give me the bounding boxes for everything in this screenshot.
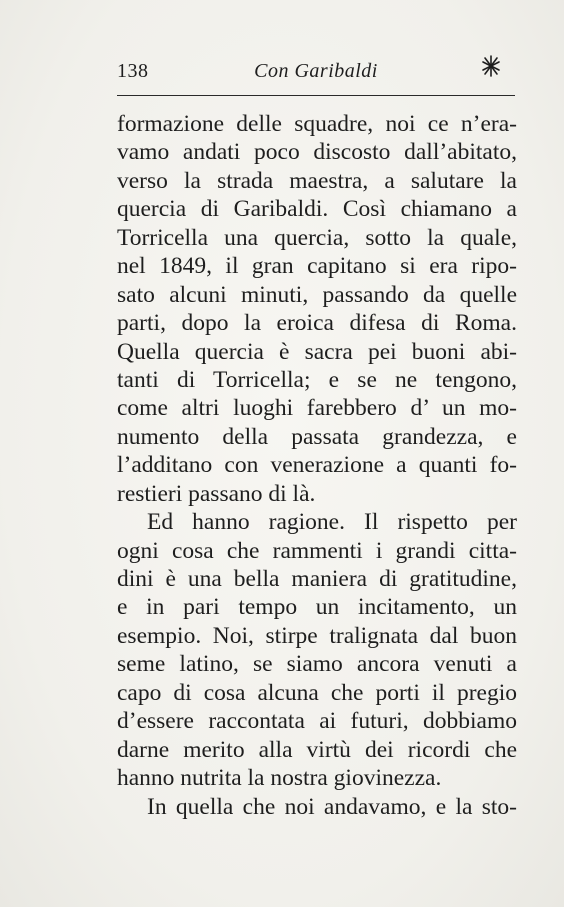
text-line: Ed hanno ragione. Il rispetto per <box>147 509 517 536</box>
text-line: restieri passano di là. <box>117 480 316 507</box>
text-line: esempio. Noi, stirpe tralignata dal buon <box>117 622 517 649</box>
text-line: hanno nutrita la nostra giovinezza. <box>117 765 442 792</box>
header-rule <box>117 95 515 96</box>
text-line: l’additano con venerazione a quanti fo- <box>117 452 517 479</box>
text-line: vamo andati poco discosto dall’abitato, <box>117 139 517 166</box>
text-line: d’essere raccontata ai futuri, dobbiamo <box>117 708 517 735</box>
text-line: ogni cosa che rammenti i grandi citta- <box>117 537 517 564</box>
text-line: quercia di Garibaldi. Così chiamano a <box>117 196 517 223</box>
text-line: parti, dopo la eroica difesa di Roma. <box>117 310 517 337</box>
text-line: seme latino, se siamo ancora venuti a <box>117 651 517 678</box>
text-line: capo di cosa alcuna che porti il pregio <box>117 679 517 706</box>
text-line: In quella che noi andavamo, e la sto- <box>147 793 517 820</box>
text-line: dini è una bella maniera di gratitudine, <box>117 566 517 592</box>
page-number: 138 <box>117 60 149 82</box>
asterism-ornament-icon <box>481 54 501 78</box>
text-line: formazione delle squadre, noi ce n’era- <box>117 111 517 137</box>
text-line: sato alcuni minuti, passando da quelle <box>117 281 517 308</box>
text-line: darne merito alla virtù dei ricordi che <box>117 736 517 763</box>
text-line: Quella quercia è sacra pei buoni abi- <box>117 338 517 365</box>
text-line: come altri luoghi farebbero d’ un mo- <box>117 395 517 422</box>
text-line: tanti di Torricella; e se ne tengono, <box>117 366 517 393</box>
text-line: numento della passata grandezza, e <box>117 423 517 450</box>
page-header <box>117 60 515 90</box>
text-line: nel 1849, il gran capitano si era ripo- <box>117 253 517 280</box>
body-text <box>117 110 517 821</box>
text-line: e in pari tempo un incitamento, un <box>117 594 517 621</box>
running-title: Con Garibaldi <box>254 60 378 82</box>
text-line: Torricella una quercia, sotto la quale, <box>117 224 517 251</box>
text-line: verso la strada maestra, a salutare la <box>117 167 517 194</box>
